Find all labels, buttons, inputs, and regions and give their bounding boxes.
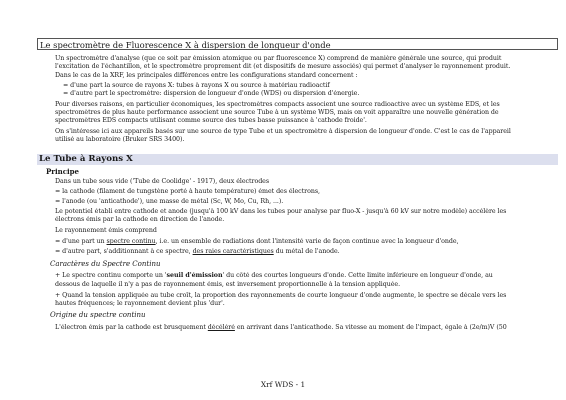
para3-line-2: utilisé au laboratoire (Bruker SRS 3400). — [55, 136, 185, 143]
rayonnement-a-prefix: = d'une part un — [55, 238, 107, 245]
raies-caracteristiques-term: des raies caractéristiques — [192, 248, 274, 255]
para3-line-1: On s'intéresse ici aux appareils basés sur une source de type Tube et un spectromètre à dispersion de longueur d'onde. C'est le cas de l'appareil — [55, 128, 511, 135]
origine-suffix: en arrivant dans l'anticathode. Sa vitesse au moment de l'impact, égale à (2e/m)V (50 — [234, 324, 507, 331]
principe-line-2: = la cathode (filament de tungstène porté à haute température) émet des électrons, — [55, 188, 320, 195]
carac-b-line-2: hautes fréquences; le rayonnement devient plus 'dur'. — [55, 300, 225, 307]
rayonnement-intro: Le rayonnement émis comprend — [55, 227, 157, 234]
rayonnement-line-a — [55, 238, 558, 246]
origine-prefix: L'électron émis par la cathode est brusquement — [55, 324, 208, 331]
origine-line-1 — [55, 324, 558, 332]
para2-line-3: spectromètres EDS compacts utilisant comme source des tubes basse puissance à 'cathode froide'. — [55, 117, 367, 124]
principe-heading: Principe — [46, 167, 79, 176]
potentiel-line-1: Le potentiel établi entre cathode et anode (jusqu'à 100 kV dans les tubes pour analyse par fluo-X - jusqu'à 60 kV sur notre modèle) accélère les — [55, 208, 507, 215]
para2-line-1: Pour diverses raisons, en particulier économiques, les spectromètres compacts associent une source radioactive avec un système EDS, et les — [55, 101, 500, 108]
carac-b-line-1: + Quand la tension appliquée au tube croît, la proportion des rayonnements de courte longueur d'onde augmente, le spectre se décale vers les — [55, 292, 507, 299]
rayonnement-a-suffix: , i.e. un ensemble de radiations dont l'intensité varie de façon continue avec la longueur d'onde, — [155, 238, 459, 245]
document-title: Le spectromètre de Fluorescence X à dispersion de longueur d'onde — [37, 38, 558, 50]
carac-a-prefix: + Le spectre continu comporte un ' — [55, 272, 167, 279]
intro-line-2: l'excitation de l'échantillon, et le spectromètre proprement dit (et dispositifs de mesure associés) qui permet d'analyser le rayonnement produit. — [55, 63, 511, 70]
principe-line-3: = l'anode (ou 'anticathode'), une masse de métal (Sc, W, Mo, Cu, Rh, ...). — [55, 198, 284, 205]
potentiel-line-2: électrons émis par la cathode en direction de l'anode. — [55, 216, 225, 223]
carac-a-line-1 — [55, 272, 558, 280]
bullet-source: = d'une part la source de rayons X: tubes à rayons X ou source à matériau radioactif — [63, 82, 330, 89]
caracteristiques-heading: Caractères du Spectre Continu — [50, 260, 161, 268]
section-heading: Le Tube à Rayons X — [37, 154, 558, 165]
carac-a-line-2: dessous de laquelle il n'y a pas de rayonnement émis, est inversement proportionnelle à la tension appliquée. — [55, 281, 401, 288]
rayonnement-line-b — [55, 248, 558, 256]
spectre-continu-term: spectre continu — [106, 238, 156, 245]
intro-line-3: Dans le cas de la XRF, les principales différences entre les configurations standard concernent : — [55, 72, 358, 79]
page-footer: Xrf WDS - 1 — [260, 380, 306, 389]
rayonnement-b-suffix: du métal de l'anode. — [273, 248, 340, 255]
decelere-term: décéléré — [207, 324, 235, 331]
bullet-spectrometer: = d'autre part le spectromètre: dispersion de longueur d'onde (WDS) ou dispersion d'énergie. — [63, 90, 360, 97]
principe-line-1: Dans un tube sous vide ('Tube de Coolidge' - 1917), deux électrodes — [55, 178, 270, 185]
origine-heading: Origine du spectre continu — [50, 311, 146, 319]
para2-line-2: spectromètres de plus haute performance associent une source Tube à un système WDS, mais on voit apparaître une nouvelle génération de — [55, 109, 499, 116]
carac-a-suffix: ' du côté des courtes longueurs d'onde. Cette limite inférieure en longueur d'onde, au — [222, 272, 493, 279]
rayonnement-b-prefix: = d'autre part, s'additionnant à ce spectre, — [55, 248, 193, 255]
seuil-emission-term: seuil d'émission — [166, 272, 223, 279]
intro-line-1: Un spectromètre d'analyse (que ce soit par émission atomique ou par fluorescence X) comprend de manière générale une source, qui produit — [55, 55, 502, 62]
